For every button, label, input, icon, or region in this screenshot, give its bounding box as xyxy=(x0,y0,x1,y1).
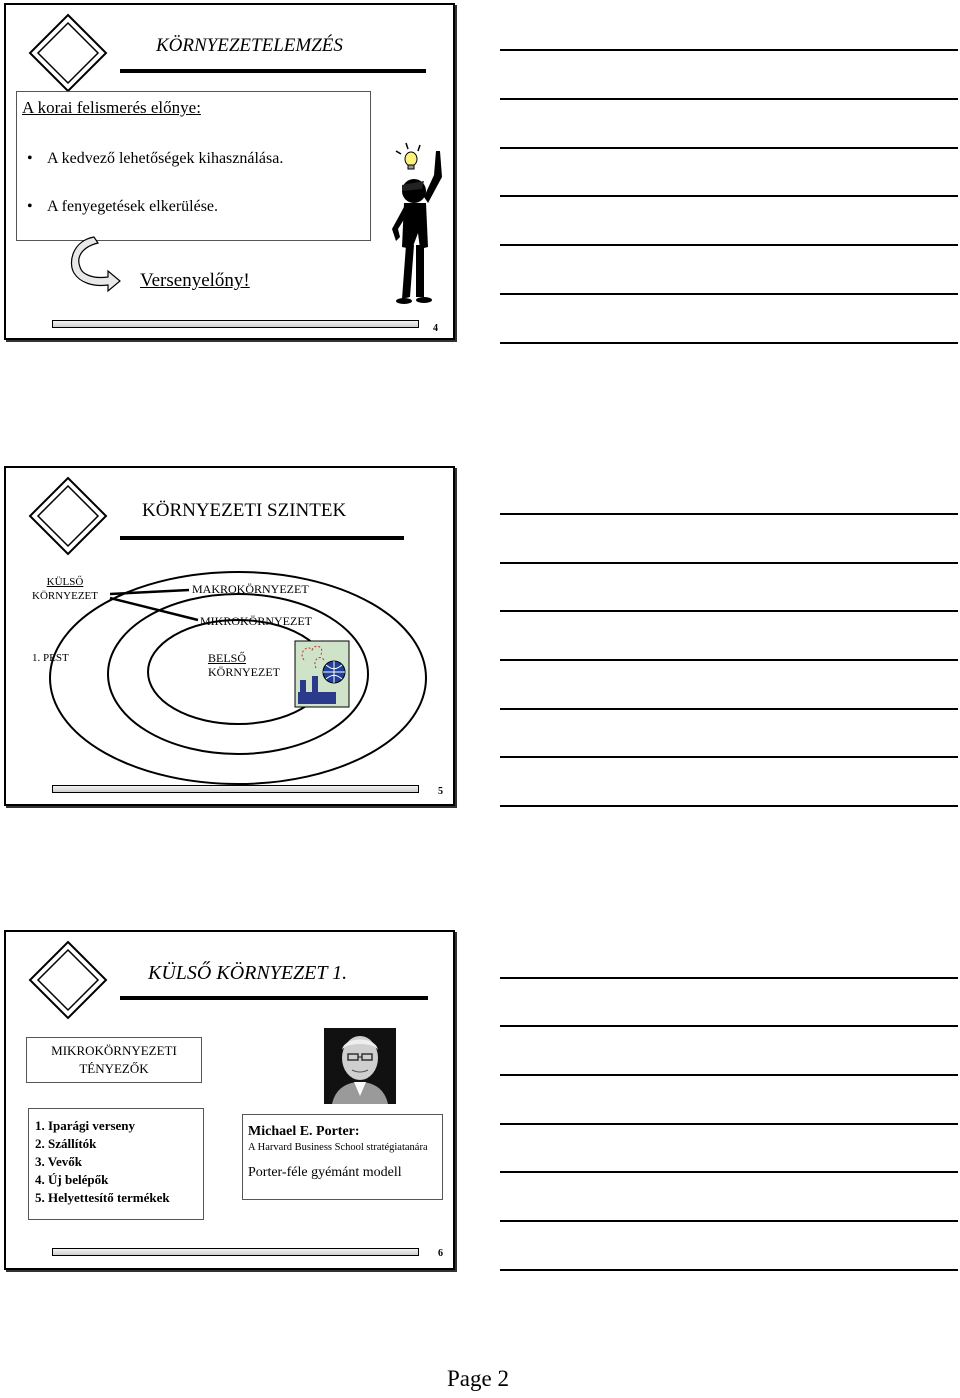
diamond-logo-icon xyxy=(28,940,108,1020)
slide-5 xyxy=(4,466,455,806)
page-footer: Page 2 xyxy=(447,1366,509,1391)
inner-environment-label: BELSŐ KÖRNYEZET xyxy=(208,651,280,679)
note-line xyxy=(500,342,958,344)
footer-bar xyxy=(52,785,419,793)
portrait-photo xyxy=(324,1028,396,1104)
porter-model: Porter-féle gyémánt modell xyxy=(248,1165,402,1180)
note-line xyxy=(500,293,958,295)
note-line xyxy=(500,1269,958,1271)
micro-environment-label: MIKROKÖRNYEZET xyxy=(200,614,312,628)
arrow-macro xyxy=(110,590,189,594)
slide-number: 6 xyxy=(438,1248,443,1259)
bullet-item: • A fenyegetések elkerülése. xyxy=(27,198,219,215)
porter-role: A Harvard Business School stratégiatanára xyxy=(248,1142,428,1153)
note-line xyxy=(500,1025,958,1027)
thinking-person-icon xyxy=(384,137,446,307)
note-line xyxy=(500,244,958,246)
factory-globe-icon xyxy=(294,640,350,708)
footer-bar xyxy=(52,320,419,328)
footer-bar xyxy=(52,1248,419,1256)
factors-list-box xyxy=(28,1108,204,1220)
note-line xyxy=(500,562,958,564)
diamond-logo-icon xyxy=(28,13,108,93)
note-line xyxy=(500,1220,958,1222)
note-line xyxy=(500,1171,958,1173)
bullet-item: • A kedvező lehetőségek kihasználása. xyxy=(27,150,284,167)
title-underline xyxy=(120,996,428,1000)
list-item: 1. Iparági verseny xyxy=(35,1118,136,1133)
list-item: 3. Vevők xyxy=(35,1154,82,1169)
list-item: 4. Új belépők xyxy=(35,1172,109,1187)
factors-heading-box: MIKROKÖRNYEZETI TÉNYEZŐK xyxy=(26,1037,202,1083)
micro-factors-list xyxy=(35,1117,203,1207)
slide-number: 4 xyxy=(433,323,438,334)
note-line xyxy=(500,805,958,807)
environment-levels-diagram xyxy=(6,468,457,808)
slide-title: KÜLSŐ KÖRNYEZET 1. xyxy=(148,962,348,984)
note-line xyxy=(500,98,958,100)
list-item: 5. Helyettesítő termékek xyxy=(35,1190,170,1205)
porter-name: Michael E. Porter: xyxy=(248,1124,360,1139)
macro-environment-label: MAKROKÖRNYEZET xyxy=(192,582,309,596)
note-line xyxy=(500,1074,958,1076)
pest-label: 1. PEST xyxy=(32,652,69,664)
porter-info-box xyxy=(242,1114,443,1200)
advantage-box xyxy=(16,91,371,241)
note-line xyxy=(500,513,958,515)
note-line xyxy=(500,708,958,710)
slide-6 xyxy=(4,930,455,1270)
note-line xyxy=(500,1123,958,1125)
note-line xyxy=(500,659,958,661)
slide-number: 5 xyxy=(438,786,443,797)
competitive-advantage-link[interactable]: Versenyelőny! xyxy=(140,270,250,291)
note-line xyxy=(500,195,958,197)
list-item: 2. Szállítók xyxy=(35,1136,97,1151)
note-line xyxy=(500,977,958,979)
curved-arrow-icon xyxy=(64,233,124,295)
note-line xyxy=(500,610,958,612)
note-line xyxy=(500,49,958,51)
slide-4 xyxy=(4,3,455,340)
box-title: A korai felismerés előnye: xyxy=(22,98,201,117)
outer-environment-label: KÜLSŐ KÖRNYEZET xyxy=(32,576,98,602)
slide-title: KÖRNYEZETI SZINTEK xyxy=(142,500,347,521)
slide-title: KÖRNYEZETELEMZÉS xyxy=(156,35,343,56)
note-line xyxy=(500,147,958,149)
note-line xyxy=(500,756,958,758)
title-underline xyxy=(120,69,426,73)
